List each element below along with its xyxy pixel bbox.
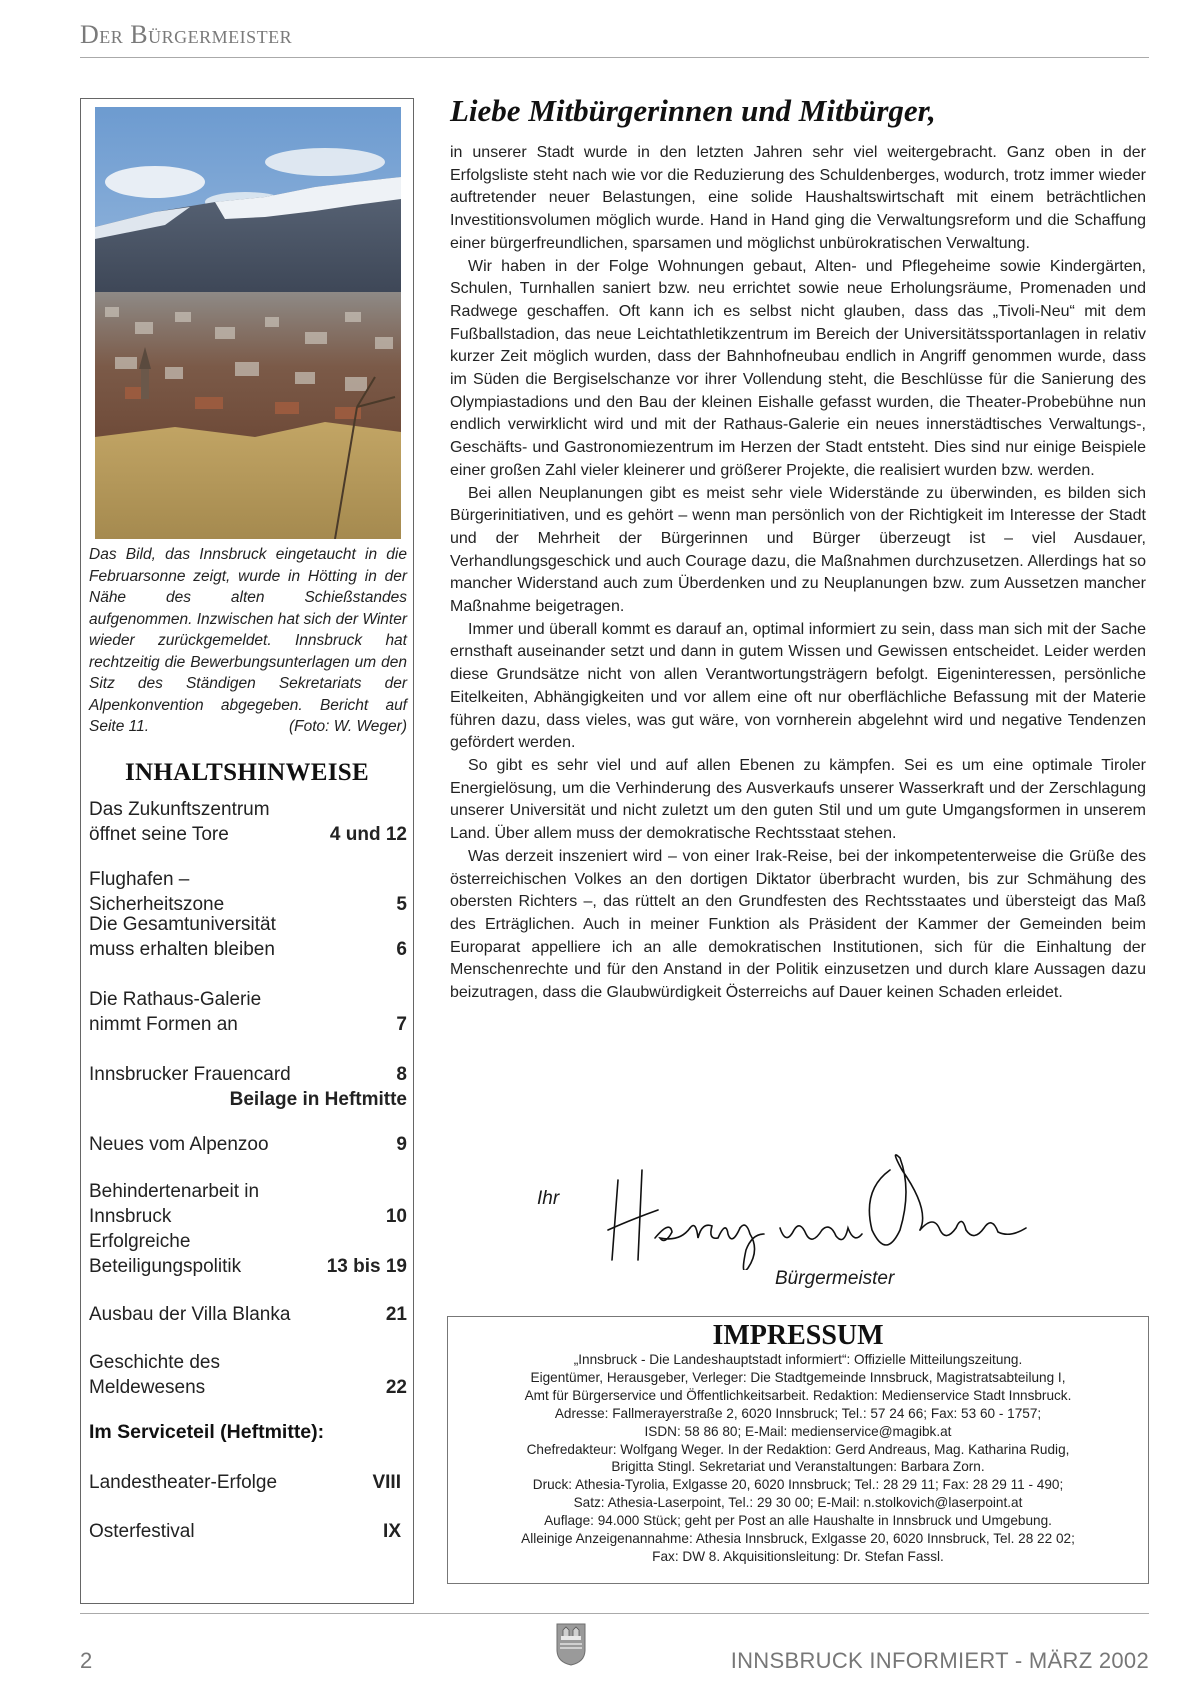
toc-item-label: Die Rathaus-Galerie nimmt Formen an xyxy=(89,989,262,1035)
letter-paragraph: Bei allen Neuplanungen gibt es meist sehr viele Widerstände zu überwinden, es bilden sich Bürgerinitiativen, und es gehört – wenn man persönlich von der Richtigkeit im Interesse der Stadt und der Mehrheit der Bürgerinnen und Bürger überzeugt ist – viel Ausdauer, Verhandlungsgeschick und auch Courage dazu, die Maßnahmen durchzusetzen. Allerdings hat so mancher Widerstand auch zum Überdenken und zu Neuplanungen bzw. zum Aussetzen mancher Maßnahme beigetragen. xyxy=(450,484,1146,616)
letter-paragraph: So gibt es sehr viel und auf allen Ebenen zu kämpfen. Sei es um eine optimale Tiroler Energielösung, um die Verhinderung des Ausverkaufs unserer Wasserkraft und der Zerschlagung unserer Universität und nicht zuletzt um den guten Stil und um gute Umgangsformen in unserem Land. Über allem muss der demokratische Rechtsstaat stehen. xyxy=(450,756,1146,843)
service-item-page: IX xyxy=(383,1521,401,1542)
toc-item-label: Innsbrucker Frauencard xyxy=(89,1064,291,1085)
signature xyxy=(600,1150,1030,1275)
letter-paragraph: Wir haben in der Folge Wohnungen gebaut, Alten- und Pflegeheime sowie Kindergärten, Schulen, Turnhallen saniert bzw. neu errichtet sowie neue Erholungsräume, Promenaden und Radwege geschaffen. Oft kann ich es selbst nicht glauben, dass das „Tivoli-Neu“ mit dem Fußballstadion, das neue Leichtathletikzentrum im Bereich der Universitätssportanlagen in relativ kurzer Zeit möglich wurden, dass der Bahnhofneubau endlich in Angriff genommen wurde, dass im Süden die Bergiselschanze vor ihrer Vollendung steht, die Beschlüsse für die Sanierung des Olympiastadions und den Bau der kleinen Eishalle gefasst wurden, die Theater-Probebühne nun endlich verwirklicht wird und mit der Rathaus-Galerie ein neues innerstädtisches Verwaltungs-, Geschäfts- und Gastronomiezentrum im Herzen der Stadt entsteht. Dies sind nur einige Beispiele einer großen Zahl vieler kleinerer und größerer Projekte, die realisiert wurden bzw. werden. xyxy=(450,257,1146,479)
signatory-role: Bürgermeister xyxy=(775,1268,895,1289)
impressum-email-line[interactable]: Satz: Athesia-Laserpoint, Tel.: 29 30 00; E-Mail: n.stolkovich@laserpoint.at xyxy=(573,1495,1023,1511)
impressum-email-line[interactable]: ISDN: 58 86 80; E-Mail: medienservice@magibk.at xyxy=(644,1423,952,1439)
sidebar-box xyxy=(80,98,414,1604)
innsbruck-coat-of-arms-icon xyxy=(555,1622,587,1671)
toc-item-page: 10 xyxy=(385,1206,407,1227)
service-item[interactable] xyxy=(89,1519,407,1544)
toc-item-label: Flughafen – Sicherheitszone xyxy=(89,869,225,915)
toc-item[interactable] xyxy=(89,912,407,962)
toc-item-page: 22 xyxy=(385,1377,407,1398)
service-item-label: Osterfestival xyxy=(89,1521,195,1542)
toc-item[interactable] xyxy=(89,1062,407,1112)
toc-item[interactable] xyxy=(89,1302,407,1327)
impressum-line: Eigentümer, Herausgeber, Verleger: Die Stadtgemeinde Innsbruck, Magistratsabteilung I, xyxy=(530,1369,1066,1385)
toc-item-label: Behindertenarbeit in Innsbruck xyxy=(89,1181,260,1227)
toc-item-page: 21 xyxy=(385,1304,407,1325)
page-number: 2 xyxy=(80,1648,93,1673)
toc-item-note: Beilage in Heftmitte xyxy=(229,1089,407,1110)
toc-item-label: Das Zukunftszentrum öffnet seine Tore xyxy=(89,799,270,845)
impressum-line: Brigitta Stingl. Sekretariat und Veranstaltungen: Barbara Zorn. xyxy=(611,1459,985,1475)
photo-credit: (Foto: W. Weger) xyxy=(289,718,407,735)
toc-item-page: 7 xyxy=(396,1014,407,1035)
impressum-line: Fax: DW 8. Akquisitionsleitung: Dr. Stefan Fassl. xyxy=(652,1548,944,1564)
toc-item[interactable] xyxy=(89,1132,407,1157)
letter-paragraph: Was derzeit inszeniert wird – von einer Irak-Reise, bei der inkompetenterweise die Grüße des österreichischen Volkes an den dortigen Diktator überbracht wurden, bis zur Schmähung des obersten Richters –, das rüttelt an den Grundfesten des Rechtsstaates und übersteigt das Maß des Erträglichen. Auch in meiner Funktion als Präsident der Kammer der Gemeinden beim Europarat appelliere ich an alle demokratischen Institutionen, sich für die Einhaltung der Menschenrechte und für den Anstand in der Politik einzusetzen und durch klare Aussagen dazu beizutragen, dass die Glaubwürdigkeit Österreichs auf Dauer keinen Schaden erleidet. xyxy=(450,847,1146,1002)
footer-rule xyxy=(80,1613,1149,1614)
impressum-line: Auflage: 94.000 Stück; geht per Post an alle Haushalte in Innsbruck und Umgebung. xyxy=(544,1513,1052,1529)
running-head: Der Bürgermeister xyxy=(80,20,293,49)
toc-item[interactable] xyxy=(89,797,407,847)
toc-item[interactable] xyxy=(89,1350,407,1400)
toc-item-page: 6 xyxy=(396,939,407,960)
innsbruck-photo xyxy=(95,107,401,539)
toc-item-label: Erfolgreiche Beteiligungspolitik xyxy=(89,1231,242,1277)
toc-item[interactable] xyxy=(89,867,407,917)
toc-item-page: 5 xyxy=(396,894,407,915)
issue-line: INNSBRUCK INFORMIERT - MÄRZ 2002 xyxy=(730,1648,1149,1673)
caption-text: Das Bild, das Innsbruck eingetaucht in die Februarsonne zeigt, wurde in Hötting in der Nähe des alten Schießstandes aufgenommen. Inzwischen hat sich der Winter wieder zurückgemeldet. Innsbruck hat rechtzeitig die Bewerbungsunterlagen um den Sitz des Ständigen Sekretariats der Alpenkonvention abgegeben. Bericht auf Seite 11. xyxy=(89,546,407,735)
header-rule xyxy=(80,57,1149,58)
letter-closing: Ihr xyxy=(537,1188,560,1209)
impressum-line: Chefredakteur: Wolfgang Weger. In der Redaktion: Gerd Andreaus, Mag. Katharina Rudig, xyxy=(526,1441,1070,1457)
service-item-label: Landestheater-Erfolge xyxy=(89,1472,278,1493)
toc-item-label: Neues vom Alpenzoo xyxy=(89,1134,269,1155)
toc-item-label: Geschichte des Meldewesens xyxy=(89,1352,220,1398)
letter-body xyxy=(450,142,1146,1005)
photo-caption xyxy=(89,544,407,738)
service-item-page: VIII xyxy=(372,1472,401,1493)
letter-paragraph: Immer und überall kommt es darauf an, optimal informiert zu sein, dass man sich mit der Sache ernsthaft auseinander setzt und dann in gutem Wissen und Gewissen entscheidet. Leider werden diese Grundsätze nicht von allen Verantwortungsträgern befolgt. Eigeninteressen, persönliche Eitelkeiten, Abhängigkeiten und vor allem eine oft nur oberflächliche Befassung mit der Materie führen dazu, dass vieles, was gut wäre, von vornherein abgelehnt wird und negative Tendenzen gefördert werden. xyxy=(450,620,1146,752)
landscape-photo-icon xyxy=(95,107,401,539)
impressum-line: „Innsbruck - Die Landeshauptstadt informiert“: Offizielle Mitteilungszeitung. xyxy=(573,1352,1023,1367)
toc-item-label: Ausbau der Villa Blanka xyxy=(89,1304,291,1325)
toc-item[interactable] xyxy=(89,987,407,1037)
service-heading: Im Serviceteil (Heftmitte): xyxy=(89,1421,325,1443)
impressum-box xyxy=(447,1316,1149,1584)
toc-item-page: 8 xyxy=(396,1064,407,1085)
toc-item[interactable] xyxy=(89,1229,407,1279)
letter-salutation: Liebe Mitbürgerinnen und Mitbürger, xyxy=(450,93,936,128)
service-item[interactable] xyxy=(89,1470,407,1495)
toc-item-page: 13 bis 19 xyxy=(326,1256,407,1277)
impressum-line: Amt für Bürgerservice und Öffentlichkeitsarbeit. Redaktion: Medienservice Stadt Innsbruck. xyxy=(524,1387,1072,1403)
impressum-line: Druck: Athesia-Tyrolia, Exlgasse 20, 6020 Innsbruck; Tel.: 28 29 11; Fax: 28 29 11 - 490; xyxy=(532,1477,1064,1493)
toc-item[interactable] xyxy=(89,1179,407,1229)
toc-item-label: Die Gesamtuniversität muss erhalten bleiben xyxy=(89,914,276,960)
toc-item-page: 9 xyxy=(396,1134,407,1155)
toc-item-page: 4 und 12 xyxy=(329,824,407,845)
letter-paragraph: in unserer Stadt wurde in den letzten Jahren sehr viel weitergebracht. Ganz oben in der Erfolgsliste steht nach wie vor die Reduzierung des Schuldenberges, wodurch, trotz immer wieder auftretender neuer Belastungen, eine solide Haushaltswirtschaft mit einem beträchtlichen Investitionsvolumen möglich wurde. Hand in Hand ging die Verwaltungsreform und die Schaffung einer bürgerfreundlichen, sparsamen und möglichst unbürokratischen Verwaltung. xyxy=(450,144,1146,252)
handwritten-signature-icon xyxy=(600,1150,1030,1270)
toc-title: INHALTSHINWEISE xyxy=(125,759,369,786)
impressum-line: Alleinige Anzeigenannahme: Athesia Innsbruck, Exlgasse 20, 6020 Innsbruck, Tel. 28 22 02; xyxy=(521,1531,1075,1547)
impressum-title: IMPRESSUM xyxy=(712,1320,884,1351)
impressum-line: Adresse: Fallmerayerstraße 2, 6020 Innsbruck; Tel.: 57 24 66; Fax: 53 60 - 1757; xyxy=(554,1405,1042,1421)
